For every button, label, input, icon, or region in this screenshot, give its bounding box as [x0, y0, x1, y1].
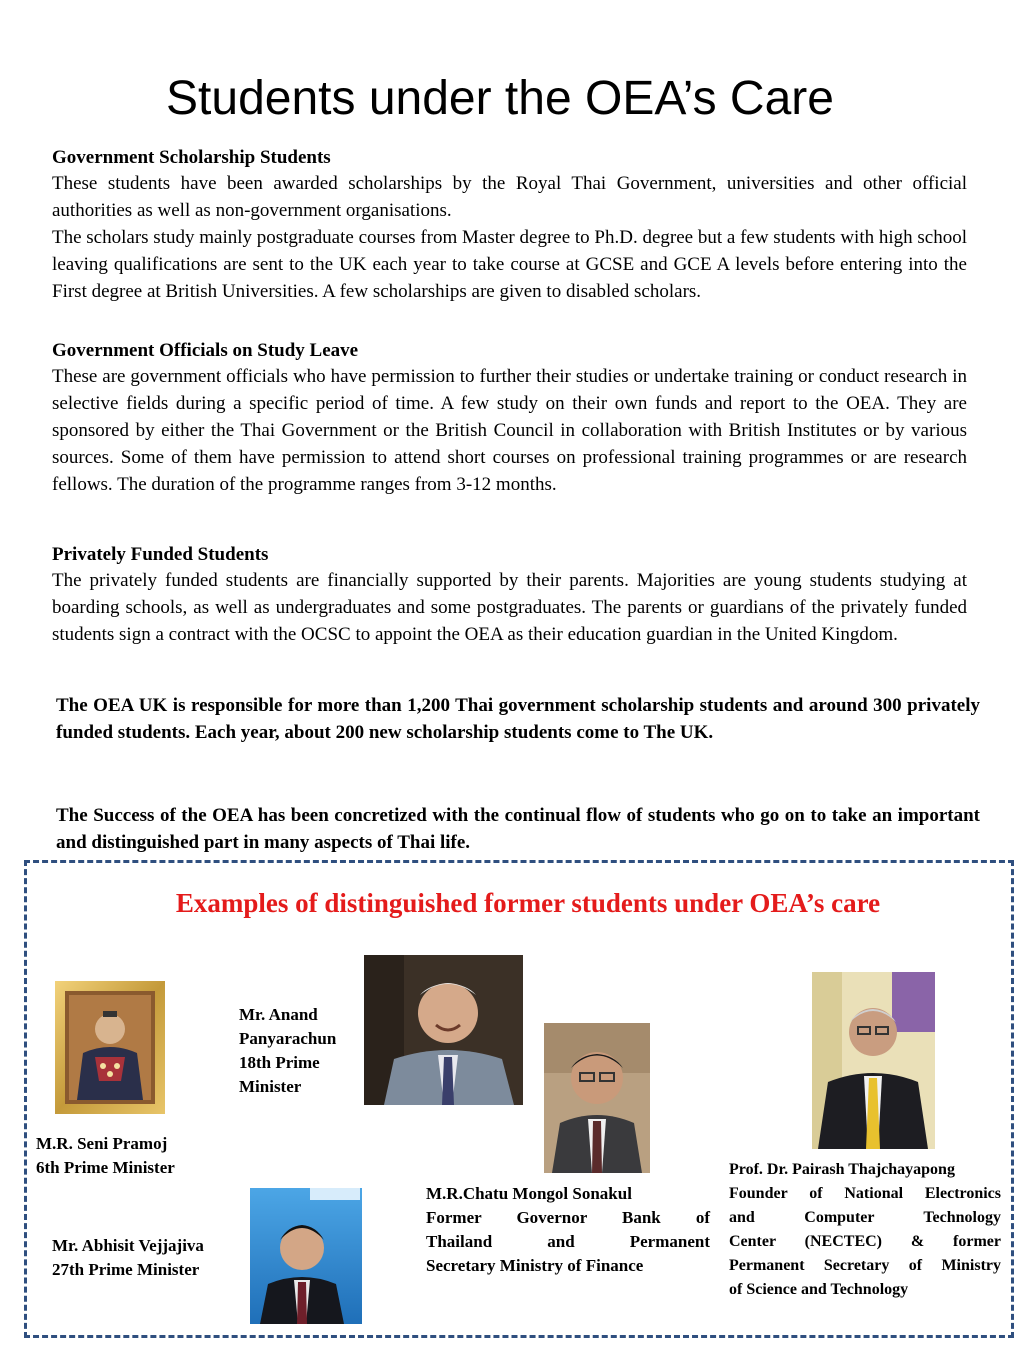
caption-line: M.R.Chatu Mongol Sonakul	[426, 1184, 632, 1203]
success-text: The Success of the OEA has been concretized with the continual flow of students who go on to take an important and distinguished part in many aspects of Thai life.	[56, 805, 980, 853]
caption-line: M.R. Seni Pramoj	[36, 1134, 168, 1153]
caption-line: Secretary Ministry of Finance	[426, 1256, 644, 1275]
examples-title: Examples of distinguished former students under OEA’s care	[175, 888, 881, 918]
caption-line: of Science and Technology	[729, 1281, 909, 1298]
section-paragraph: The privately funded students are financially supported by their parents. Majorities are young students studying at boarding schools, as well as undergraduates and some postgraduates. The parents or guardians of the privately funded students sign a contract with the OCSC to appoint the OEA as their education guardian in the United Kingdom.	[52, 570, 967, 645]
caption-line: Panyarachun	[239, 1029, 337, 1048]
caption-line: 18th Prime	[239, 1053, 320, 1072]
caption-line: Center (NECTEC) & former	[729, 1233, 1001, 1250]
caption-line: Minister	[239, 1077, 302, 1096]
chatu-mongol-sonakul-caption	[426, 1182, 710, 1278]
section-government-officials	[52, 338, 967, 498]
section-paragraph: These are government officials who have permission to further their studies or undertake training or conduct research in selective fields during a specific period of time. A few study on their own funds and report to the OEA. They are sponsored by either the Thai Government or the British Council in collaboration with British Institutes or by various sources. Some of them have permission to attend short courses on professional training programmes or are research fellows. The duration of the programme ranges from 3-12 months.	[52, 366, 967, 495]
pairash-thajchayapong-photo	[812, 972, 935, 1149]
caption-line: Prof. Dr. Pairash Thajchayapong	[729, 1161, 955, 1178]
chatu-mongol-sonakul-photo	[544, 1023, 650, 1173]
pairash-thajchayapong-caption	[729, 1158, 1001, 1302]
caption-line: Founder of National Electronics	[729, 1185, 1001, 1202]
section-privately-funded	[52, 542, 967, 648]
caption-line: Mr. Abhisit Vejjajiva	[52, 1236, 204, 1255]
caption-line: Permanent Secretary of Ministry	[729, 1257, 1001, 1274]
abhisit-vejjajiva-caption	[52, 1234, 204, 1282]
responsibility-statement	[56, 692, 980, 746]
responsibility-text: The OEA UK is responsible for more than 1,200 Thai government scholarship students and around 300 privately funded students. Each year, about 200 new scholarship students come to The UK.	[56, 695, 980, 743]
section-heading: Privately Funded Students	[52, 544, 269, 565]
section-paragraph: These students have been awarded scholarships by the Royal Thai Government, universities and other official authorities as well as non-government organisations.	[52, 173, 967, 221]
section-paragraph: The scholars study mainly postgraduate courses from Master degree to Ph.D. degree but a few students with high school leaving qualifications are sent to the UK each year to take course at GCSE and GCE A levels before entering into the First degree at British Universities. A few scholarships are given to disabled scholars.	[52, 227, 967, 302]
caption-line: 6th Prime Minister	[36, 1158, 175, 1177]
anand-panyarachun-caption	[239, 1003, 336, 1099]
caption-line: Mr. Anand	[239, 1005, 318, 1024]
caption-line: and Computer Technology	[729, 1209, 1001, 1226]
page-title: Students under the OEA’s Care	[166, 72, 834, 125]
section-heading: Government Officials on Study Leave	[52, 340, 359, 361]
seni-pramoj-photo	[55, 981, 165, 1114]
section-government-scholarship	[52, 145, 967, 305]
caption-line: Thailand and Permanent	[426, 1232, 710, 1251]
success-statement	[56, 802, 980, 856]
section-heading: Government Scholarship Students	[52, 147, 331, 168]
seni-pramoj-caption	[36, 1132, 175, 1180]
anand-panyarachun-photo	[364, 955, 523, 1105]
caption-line: Former Governor Bank of	[426, 1208, 710, 1227]
caption-line: 27th Prime Minister	[52, 1260, 200, 1279]
abhisit-vejjajiva-photo	[250, 1188, 362, 1324]
